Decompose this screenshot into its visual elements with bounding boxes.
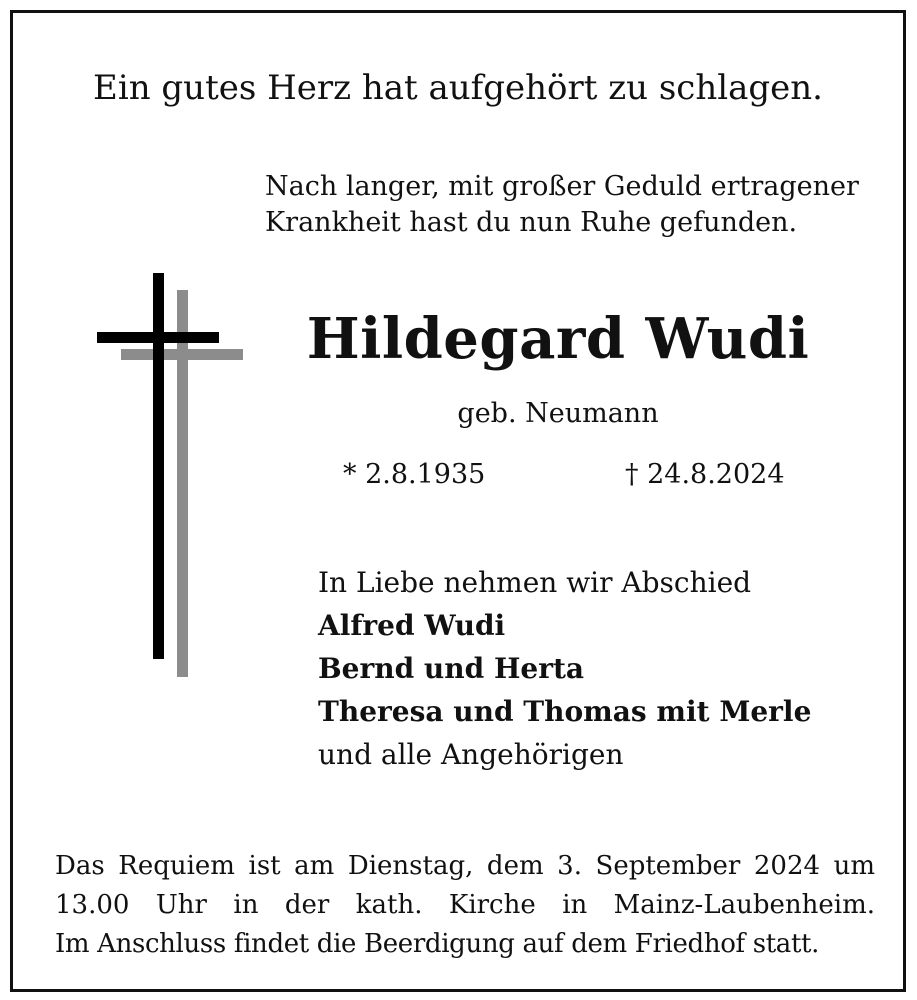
farewell-outro: und alle Angehörigen	[318, 738, 624, 771]
front-cross-vertical	[153, 273, 164, 659]
mourner-1: Alfred Wudi	[318, 609, 506, 642]
service-word: September	[595, 851, 741, 881]
service-word: am	[294, 851, 335, 881]
service-word: Mainz-Laubenheim.	[613, 890, 875, 920]
service-word: in	[562, 890, 588, 920]
cross-icon	[97, 273, 247, 683]
birth-date: * 2.8.1935	[343, 459, 486, 490]
service-word: 13.00	[55, 890, 130, 920]
service-word: Das	[55, 851, 105, 881]
farewell-intro: In Liebe nehmen wir Abschied	[318, 566, 752, 599]
service-word: 2024	[753, 851, 821, 881]
death-date: † 24.8.2024	[625, 459, 785, 490]
deceased-name: Hildegard Wudi	[306, 306, 810, 372]
service-word: Kirche	[448, 890, 536, 920]
mourner-2: Bernd und Herta	[318, 652, 585, 685]
subline-second: Krankheit hast du nun Ruhe gefunden.	[265, 207, 798, 238]
mourner-3: Theresa und Thomas mit Merle	[318, 695, 812, 728]
headline: Ein gutes Herz hat aufgehört zu schlagen.	[93, 68, 823, 108]
service-word: dem	[486, 851, 544, 881]
service-word: Uhr	[155, 890, 207, 920]
subline-first: Nach langer, mit großer Geduld ertragener	[265, 171, 859, 202]
service-word: Dienstag,	[347, 851, 474, 881]
service-word: Requiem	[118, 851, 235, 881]
service-word: ist	[248, 851, 281, 881]
maiden-name: geb. Neumann	[457, 398, 659, 429]
back-cross-horizontal	[121, 349, 243, 360]
service-word: der	[284, 890, 330, 920]
service-word: kath.	[355, 890, 423, 920]
service-word: in	[233, 890, 259, 920]
obituary-notice	[10, 10, 906, 992]
service-notice-line-1	[55, 847, 875, 886]
service-word: um	[833, 851, 875, 881]
front-cross-horizontal	[97, 332, 219, 343]
service-notice-line-3: Im Anschluss findet die Beerdigung auf dem Friedhof statt.	[55, 929, 820, 959]
service-notice-line-2	[55, 886, 875, 925]
service-word: 3.	[557, 851, 582, 881]
